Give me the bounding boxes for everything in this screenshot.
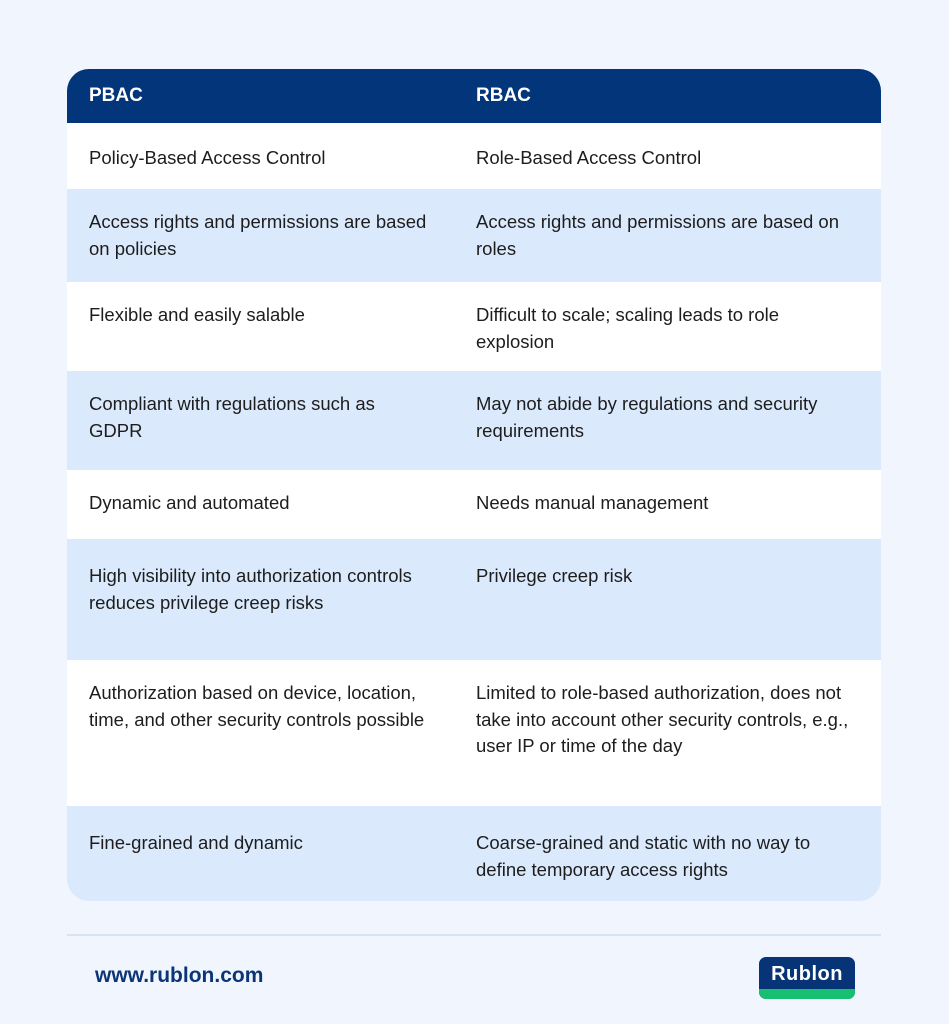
pbac-cell: Fine-grained and dynamic: [89, 832, 303, 853]
table-row: [67, 470, 881, 539]
rbac-cell: Needs manual management: [476, 492, 709, 513]
table-row: [67, 123, 881, 189]
pbac-cell: Authorization based on device, location, time, and other security controls possible: [89, 682, 425, 730]
table-row: [67, 660, 881, 806]
pbac-cell: Access rights and permissions are based on policies: [89, 211, 427, 259]
pbac-cell: Flexible and easily salable: [89, 304, 305, 325]
logo-green-bar: [759, 989, 855, 999]
pbac-cell: Dynamic and automated: [89, 492, 290, 513]
header-rbac: RBAC: [476, 85, 531, 106]
table-row: [67, 371, 881, 470]
table-row: [67, 806, 881, 901]
footer-divider: [67, 934, 881, 936]
rublon-logo: [759, 957, 855, 999]
rbac-cell: Role-Based Access Control: [476, 147, 702, 168]
rbac-cell: Privilege creep risk: [476, 565, 633, 586]
rbac-cell: Coarse-grained and static with no way to define temporary access rights: [476, 832, 811, 880]
rbac-cell: Limited to role-based authorization, does not take into account other security controls, e.g., user IP or time of the day: [476, 682, 849, 756]
comparison-table: [67, 69, 881, 901]
pbac-cell: Compliant with regulations such as GDPR: [89, 393, 375, 441]
rbac-cell: Difficult to scale; scaling leads to role explosion: [476, 304, 780, 352]
website-url[interactable]: www.rublon.com: [95, 964, 264, 987]
header-pbac: PBAC: [89, 85, 143, 106]
table-row: [67, 189, 881, 282]
table-header: [67, 69, 881, 123]
pbac-cell: Policy-Based Access Control: [89, 147, 326, 168]
pbac-cell: High visibility into authorization controls reduces privilege creep risks: [89, 565, 412, 613]
rbac-cell: Access rights and permissions are based on roles: [476, 211, 839, 259]
table-row: [67, 539, 881, 660]
table-row: [67, 282, 881, 371]
logo-text: Rublon: [771, 963, 843, 985]
rbac-cell: May not abide by regulations and security requirements: [476, 393, 818, 441]
